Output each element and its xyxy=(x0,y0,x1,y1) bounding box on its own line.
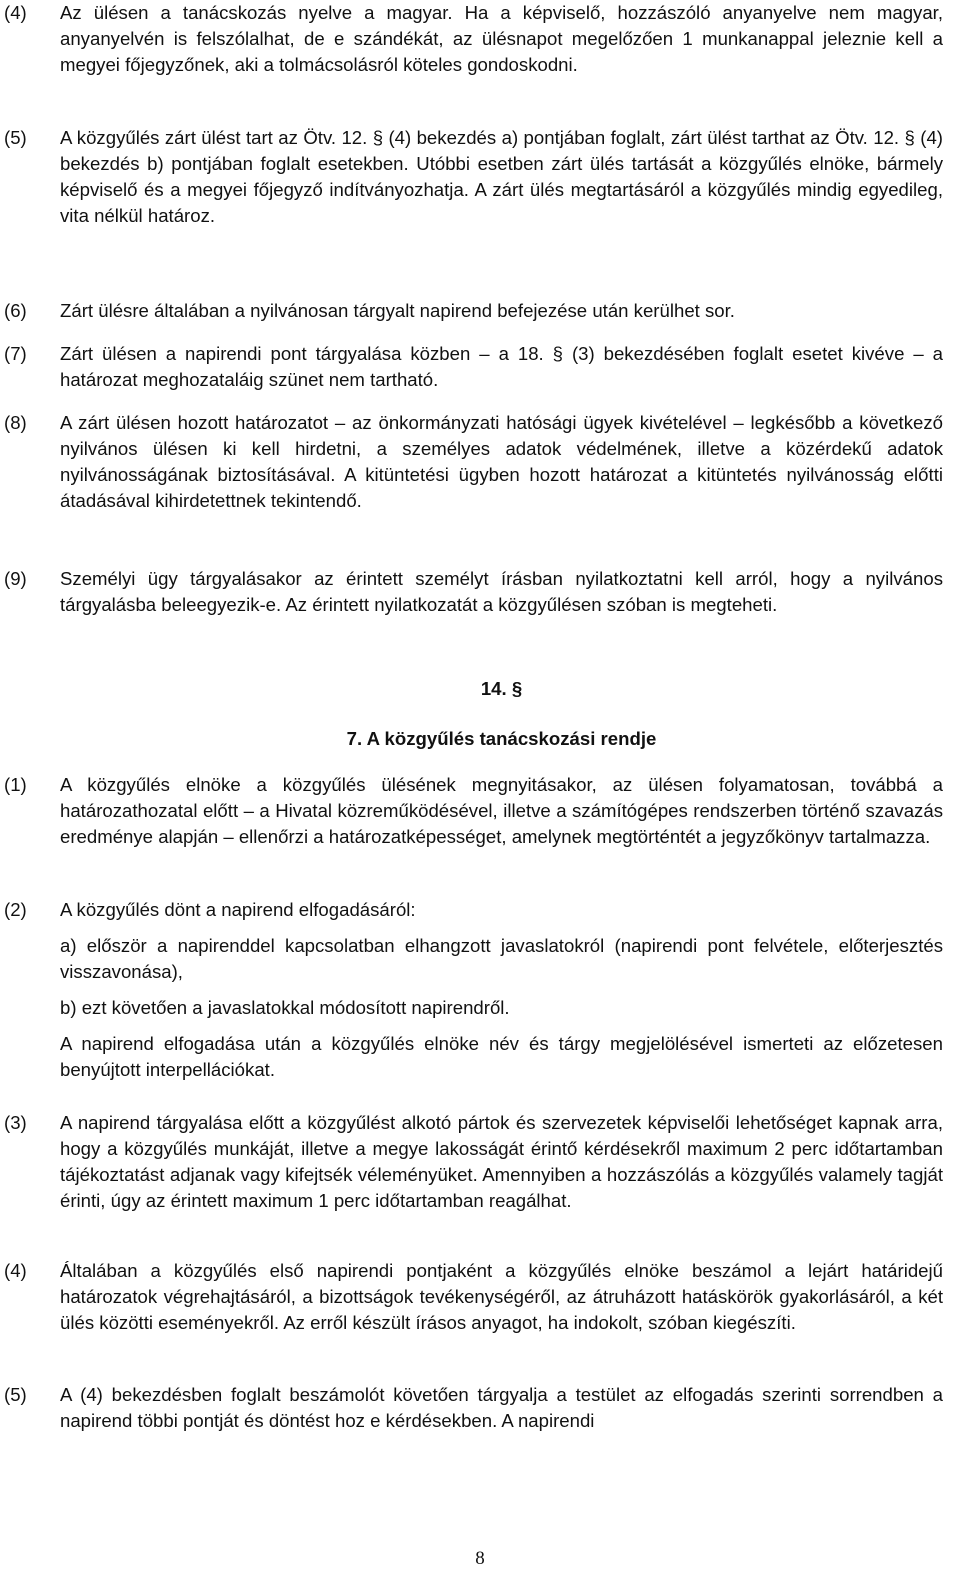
paragraph-text: Általában a közgyűlés első napirendi pontjaként a közgyűlés elnöke beszámol a lejárt határidejű határozatok végrehajtásáról, a bizottságok tevékenységéről, az átruházott hatáskörök gyakorlásáról, a két ülés közötti eseményekről. Az erről készült írásos anyagot, ha indokolt, szóban kiegészíti. xyxy=(60,1260,943,1333)
paragraph-number: (4) xyxy=(4,1260,27,1281)
list-item-b: b) ezt követően a javaslatokkal módosított napirendről. xyxy=(60,997,510,1018)
section-number: 14. § xyxy=(480,678,523,699)
paragraph-text: A zárt ülésen hozott határozatot – az önkormányzati hatósági ügyek kivételével – legkésőbb a következő nyilvános ülésen ki kell hirdetni, a személyes adatok védelmének, illetve a közérdekű adatok nyilvánosságának biztosításával. A kitüntetési ügyben hozott határozat a kitüntetés nyilvánosság előtti átadásával kihirdetettnek tekintendő. xyxy=(60,412,943,511)
list-item-a: a) először a napirenddel kapcsolatban elhangzott javaslatokról (napirendi pont felvétele, előterjesztés visszavonása), xyxy=(60,935,943,982)
paragraph-number: (1) xyxy=(4,774,27,795)
paragraph-text: Az ülésen a tanácskozás nyelve a magyar. Ha a képviselő, hozzászóló anyanyelve nem magyar, anyanyelvén is felszólalhat, de e szándékát, az ülésnapot megelőzően 1 munkanappal jeleznie kell a megyei főjegyzőnek, aki a tolmácsolásról köteles gondoskodni. xyxy=(60,2,943,75)
paragraph-text: A közgyűlés zárt ülést tart az Ötv. 12. § (4) bekezdés a) pontjában foglalt, zárt ülést tarthat az Ötv. 12. § (4) bekezdés b) pontjában foglalt esetekben. Utóbbi esetben zárt ülés tartását a közgyűlés elnöke, bármely képviselő és a megyei főjegyző indítványozhatja. A zárt ülés megtartásáról a közgyűlés mindig egyedileg, vita nélkül határoz. xyxy=(60,127,943,226)
paragraph-number: (4) xyxy=(4,2,27,23)
paragraph-text: A közgyűlés elnöke a közgyűlés ülésének megnyitásakor, az ülésen folyamatosan, továbbá a határozathozatal előtt – a Hivatal közreműködésével, illetve a számítógépes rendszerben történő szavazás eredménye alapján – ellenőrzi a határozatképességet, amelynek megtörténtét a jegyzőkönyv tartalmazza. xyxy=(60,774,943,847)
section-title: 7. A közgyűlés tanácskozási rendje xyxy=(346,728,657,749)
paragraph-number: (9) xyxy=(4,568,27,589)
paragraph-text: Zárt ülésen a napirendi pont tárgyalása közben – a 18. § (3) bekezdésében foglalt esetet kivéve – a határozat meghozataláig szünet nem tartható. xyxy=(60,343,943,390)
paragraph-text: A (4) bekezdésben foglalt beszámolót követően tárgyalja a testület az elfogadás szerinti sorrendben a napirend többi pontját és döntést hoz e kérdésekben. A napirendi xyxy=(60,1384,943,1431)
paragraph-number: (3) xyxy=(4,1112,27,1133)
paragraph-text: A napirend tárgyalása előtt a közgyűlést alkotó pártok és szervezetek képviselői lehetőséget kapnak arra, hogy a közgyűlés munkáját, illetve a megye lakosságát érintő kérdésekről maximum 2 perc időtartamban tájékoztatást adjanak vagy kifejtsék véleményüket. Amennyiben a hozzászólás a közgyűlés valamely tagját érinti, úgy az érintett maximum 1 perc időtartamban reagálhat. xyxy=(60,1112,943,1211)
paragraph-number: (6) xyxy=(4,300,27,321)
paragraph-text: Személyi ügy tárgyalásakor az érintett személyt írásban nyilatkoztatni kell arról, hogy a nyilvános tárgyalásba beleegyezik-e. Az érintett nyilatkozatát a közgyűlésen szóban is megteheti. xyxy=(60,568,943,615)
paragraph-text: A közgyűlés dönt a napirend elfogadásáról: xyxy=(60,899,416,920)
paragraph-text: Zárt ülésre általában a nyilvánosan tárgyalt napirend befejezése után kerülhet sor. xyxy=(60,300,735,321)
paragraph-number: (2) xyxy=(4,899,27,920)
paragraph-number: (5) xyxy=(4,127,27,148)
page-number: 8 xyxy=(475,1548,485,1569)
paragraph-number: (8) xyxy=(4,412,27,433)
paragraph-body xyxy=(60,897,943,1083)
list-note: A napirend elfogadása után a közgyűlés elnöke név és tárgy megjelölésével ismerteti az előzetesen benyújtott interpellációkat. xyxy=(60,1033,943,1080)
paragraph-number: (5) xyxy=(4,1384,27,1405)
paragraph-number: (7) xyxy=(4,343,27,364)
